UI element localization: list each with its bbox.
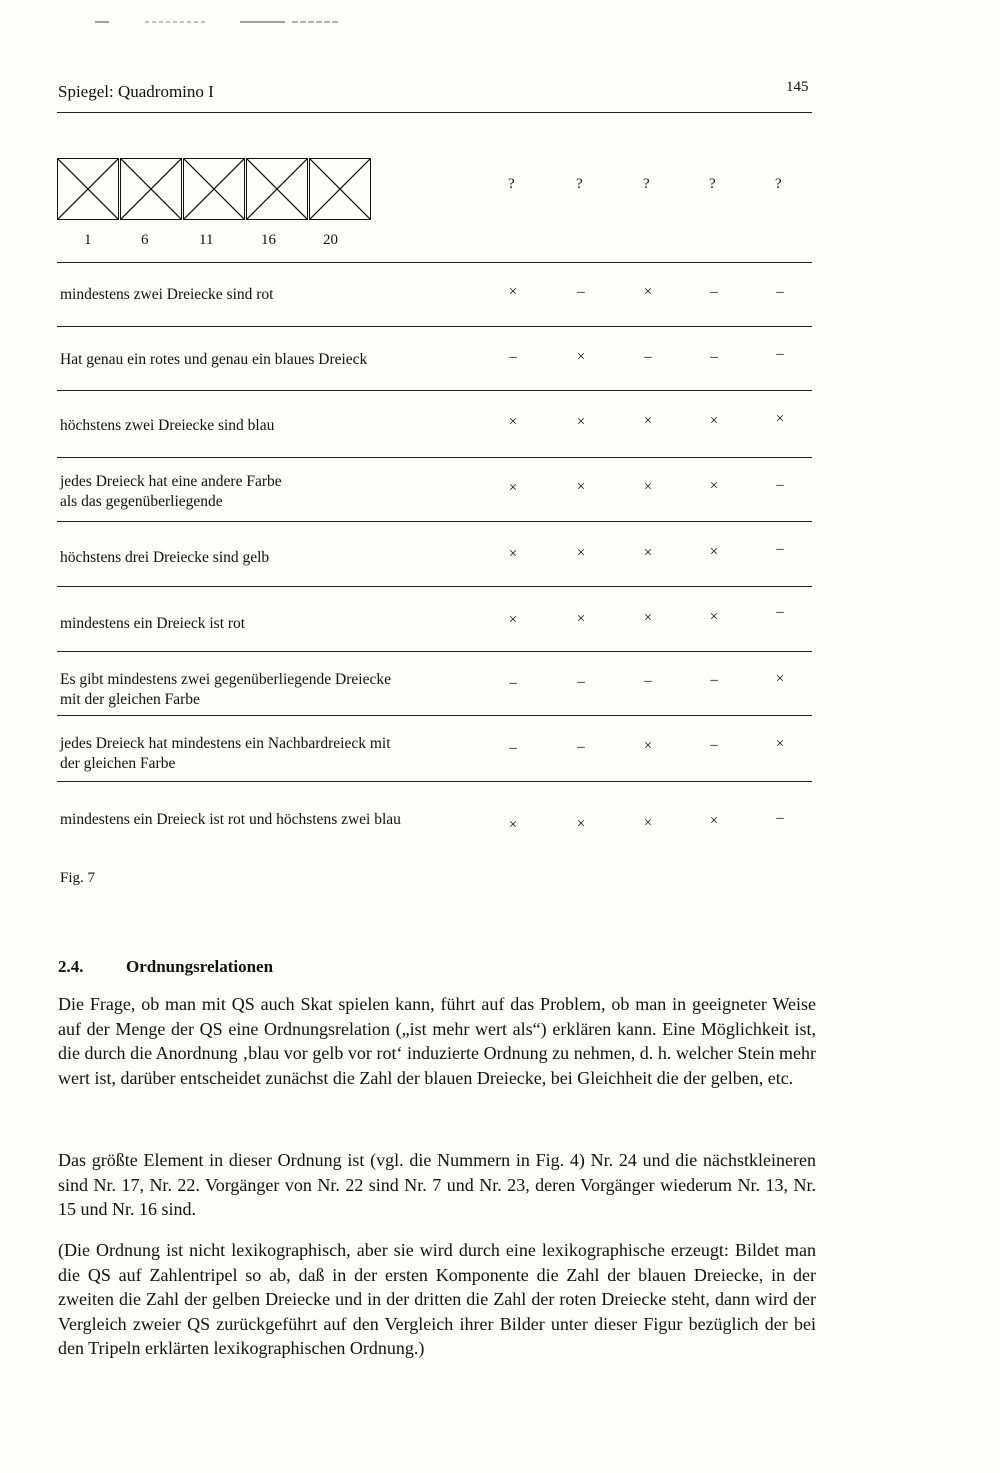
row-mark: × xyxy=(508,284,518,300)
row-mark: × xyxy=(643,815,653,831)
row-rule xyxy=(57,781,812,782)
page-number: 145 xyxy=(786,79,809,95)
row-mark: × xyxy=(508,546,518,562)
row-mark: × xyxy=(576,816,586,832)
row-label: jedes Dreieck hat eine andere Farbe als das gegenüberliegende xyxy=(60,473,282,510)
row-mark: × xyxy=(643,545,653,561)
row-mark: × xyxy=(643,610,653,626)
row-mark: × xyxy=(576,611,586,627)
row-mark: – xyxy=(644,673,652,689)
row-mark: × xyxy=(508,414,518,430)
row-rule xyxy=(57,326,812,327)
scan-marks xyxy=(95,18,345,26)
row-mark: – xyxy=(710,737,718,753)
row-mark: × xyxy=(508,612,518,628)
square-number: 1 xyxy=(84,232,92,248)
crossed-square xyxy=(309,158,371,220)
row-rule xyxy=(57,715,812,716)
row-mark: × xyxy=(775,671,785,687)
column-mark: ? xyxy=(508,176,515,192)
row-mark: – xyxy=(776,541,784,557)
header-rule xyxy=(57,112,812,113)
row-mark: × xyxy=(643,284,653,300)
square-number: 16 xyxy=(261,232,276,248)
paragraph: Das größte Element in dieser Ordnung ist (vgl. die Nummern in Fig. 4) Nr. 24 und die nächstkleineren sind Nr. 17, Nr. 22. Vorgänger von Nr. 22 sind Nr. 7 und Nr. 23, deren Vorgänger wiederum Nr. 13, Nr. 15 und Nr. 16 sind. xyxy=(58,1150,816,1219)
row-rule xyxy=(57,521,812,522)
row-mark: – xyxy=(577,284,585,300)
crossed-square xyxy=(57,158,119,220)
row-label: jedes Dreieck hat mindestens ein Nachbardreieck mit der gleichen Farbe xyxy=(60,735,391,772)
row-mark: – xyxy=(776,284,784,300)
row-mark: – xyxy=(710,284,718,300)
row-mark: – xyxy=(776,346,784,362)
row-mark: – xyxy=(710,672,718,688)
row-label: Es gibt mindestens zwei gegenüberliegende Dreiecke mit der gleichen Farbe xyxy=(60,671,391,708)
running-title: Spiegel: Quadromino I xyxy=(58,82,214,101)
row-rule xyxy=(57,457,812,458)
row-mark: × xyxy=(709,544,719,560)
section-title: Ordnungsrelationen xyxy=(126,957,274,976)
row-rule xyxy=(57,390,812,391)
row-mark: × xyxy=(643,738,653,754)
row-label: mindestens ein Dreieck ist rot xyxy=(60,615,246,632)
row-label: höchstens drei Dreiecke sind gelb xyxy=(60,549,270,566)
row-label: höchstens zwei Dreiecke sind blau xyxy=(60,417,275,434)
square-number: 11 xyxy=(199,232,214,248)
row-mark: × xyxy=(576,349,586,365)
row-mark: × xyxy=(643,413,653,429)
row-mark: – xyxy=(577,674,585,690)
row-mark: – xyxy=(776,477,784,493)
row-mark: – xyxy=(644,349,652,365)
row-mark: – xyxy=(776,810,784,826)
section-number: 2.4. xyxy=(58,957,84,976)
crossed-square xyxy=(120,158,182,220)
column-mark: ? xyxy=(775,176,782,192)
row-mark: × xyxy=(508,480,518,496)
row-label: mindestens ein Dreieck ist rot und höchstens zwei blau xyxy=(60,811,401,828)
paragraph: (Die Ordnung ist nicht lexikographisch, aber sie wird durch eine lexikographische erzeugt: Bildet man die QS auf Zahlentripel so ab, daß in der ersten Komponente die Zahl der blauen Dreiecke, in der zweiten die Zahl der gelben Dreiecke und in der dritten die Zahl der roten Dreiecke steht, dann wird der Vergleich zweier QS zurückgeführt auf den Vergleich ihrer Bilder unter dieser Figur bezüglich der bei den Tripeln erklärten lexikographischen Ordnung.) xyxy=(58,1240,816,1358)
paragraph: Die Frage, ob man mit QS auch Skat spielen kann, führt auf das Problem, ob man in geeigneter Weise auf der Menge der QS eine Ordnungsrelation („ist mehr wert als“) erklären kann. Eine Möglichkeit ist, die durch die Anordnung ‚blau vor gelb vor rot‘ induzierte Ordnung zu nehmen, d. h. welcher Stein mehr wert ist, darüber entscheidet zunächst die Zahl der blauen Dreiecke, bei Gleichheit die der gelben, etc. xyxy=(58,994,816,1088)
row-mark: × xyxy=(709,478,719,494)
row-mark: × xyxy=(508,817,518,833)
row-mark: – xyxy=(509,675,517,691)
row-mark: × xyxy=(576,545,586,561)
row-mark: × xyxy=(775,411,785,427)
row-rule xyxy=(57,586,812,587)
column-mark: ? xyxy=(643,176,650,192)
figure-caption: Fig. 7 xyxy=(60,870,96,886)
row-mark: × xyxy=(643,479,653,495)
row-mark: × xyxy=(576,414,586,430)
row-mark: – xyxy=(509,740,517,756)
row-mark: × xyxy=(775,736,785,752)
column-mark: ? xyxy=(576,176,583,192)
row-mark: × xyxy=(576,479,586,495)
row-mark: × xyxy=(709,413,719,429)
row-mark: × xyxy=(709,813,719,829)
row-mark: – xyxy=(710,349,718,365)
row-label: mindestens zwei Dreiecke sind rot xyxy=(60,286,274,303)
figure-rule xyxy=(57,262,812,263)
row-mark: – xyxy=(776,604,784,620)
square-number: 20 xyxy=(323,232,338,248)
crossed-square xyxy=(183,158,245,220)
row-mark: – xyxy=(577,739,585,755)
row-rule xyxy=(57,651,812,652)
column-mark: ? xyxy=(709,176,716,192)
row-label: Hat genau ein rotes und genau ein blaues Dreieck xyxy=(60,351,368,368)
row-mark: – xyxy=(509,349,517,365)
square-number: 6 xyxy=(141,232,149,248)
crossed-square xyxy=(246,158,308,220)
row-mark: × xyxy=(709,609,719,625)
